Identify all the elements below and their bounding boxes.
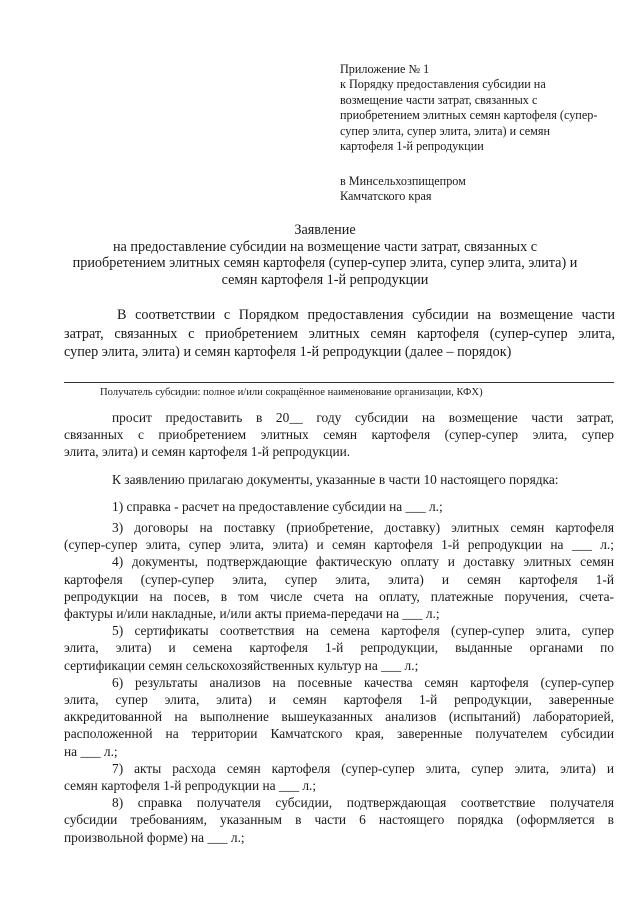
request-line: связанных с приобретением элитных семян картофеля (супер-супер элита, супер: [64, 427, 614, 443]
list-item-line: (супер-супер элита, супер элита, элита) и семян картофеля 1-й репродукции на ___ л.;: [64, 537, 614, 553]
attachments-intro-line: К заявлению прилагаю документы, указанные в части 10 настоящего порядка:: [112, 471, 559, 487]
attachments-intro: [64, 471, 614, 488]
request-line: просит предоставить в 20__ году субсидии на возмещение части затрат,: [112, 410, 614, 425]
list-item-line: расположенной на территории Камчатского края, заверенные получателем субсидии: [64, 726, 614, 742]
list-item-line: 8) справка получателя субсидии, подтверждающая соответствие получателя: [112, 795, 614, 811]
list-item-line: произвольной форме) на ___ л.;: [64, 829, 245, 845]
intro-line: В соответствии с Порядком предоставления субсидии на возмещение части: [117, 307, 615, 323]
application-body: [64, 409, 614, 846]
annex-line: картофеля 1-й репродукции: [340, 139, 484, 154]
list-item-line: картофеля (супер-супер элита, супер элита, элита) и семян картофеля 1-й: [64, 571, 614, 587]
annex-line: Приложение № 1: [340, 62, 430, 76]
list-item-line: 1) справка - расчет на предоставление субсидии на ___ л.;: [112, 498, 443, 514]
list-item-line: 4) документы, подтверждающие фактическую оплату и доставку элитных семян: [112, 554, 614, 570]
list-item-line: репродукции на посев, в том числе счета на оплату, платежные поручения, счета-: [64, 588, 614, 604]
list-item: [64, 498, 614, 515]
intro-line: затрат, связанных с приобретением элитных семян картофеля (супер-супер элита,: [64, 325, 615, 342]
title-line: на предоставление субсидии на возмещение части затрат, связанных с: [112, 238, 538, 255]
request-paragraph: [64, 409, 614, 461]
list-item: [64, 622, 614, 674]
list-item-line: фактуры и/или накладные, и/или акты приема-передачи на ___ л.;: [64, 606, 440, 622]
intro-paragraph: [64, 306, 615, 362]
list-item: [64, 553, 614, 622]
intro-line: супер элита, элита) и семян картофеля 1-й репродукции (далее – порядок): [64, 344, 512, 360]
annex-header: [340, 62, 620, 154]
list-item-line: 5) сертификаты соответствия на семена картофеля (супер-супер элита, супер: [112, 623, 614, 639]
annex-line: приобретением элитных семян картофеля (супер-: [340, 108, 598, 123]
annex-line: к Порядку предоставления субсидии на: [340, 77, 546, 92]
addressee: [340, 174, 466, 205]
title-line: семян картофеля 1-й репродукции: [221, 271, 429, 288]
list-item: [64, 794, 614, 846]
request-line: элита, элита) и семян картофеля 1-й репродукции.: [64, 444, 351, 460]
list-item-line: элита, элита) и семена картофеля 1-й репродукции, выданные органами по: [64, 640, 614, 656]
title-line: приобретением элитных семян картофеля (супер-супер элита, супер элита, элита) и: [72, 255, 578, 272]
list-item: [64, 760, 614, 794]
title-line: Заявление: [294, 222, 356, 238]
addressee-line: в Минсельхозпищепром: [340, 174, 466, 188]
list-item: [64, 519, 614, 553]
addressee-line: Камчатского края: [340, 189, 432, 204]
list-item-line: сертификации семян сельскохозяйственных культур на ___ л.;: [64, 657, 419, 673]
annex-line: возмещение части затрат, связанных с: [340, 92, 538, 107]
annex-line: супер элита, супер элита, элита) и семян: [340, 123, 550, 138]
list-item-line: 7) акты расхода семян картофеля (супер-супер элита, супер элита, элита) и: [112, 760, 614, 776]
list-item: [64, 674, 614, 760]
list-item-line: 6) результаты анализов на посевные качества семян картофеля (супер-супер: [112, 674, 614, 690]
list-item-line: семян картофеля 1-й репродукции на ___ л.;: [64, 778, 317, 794]
recipient-caption: Получатель субсидии: полное и/или сокращённое наименование организации, КФХ): [100, 387, 483, 398]
recipient-name-line[interactable]: [64, 382, 614, 383]
list-item-line: аккредитованной на выполнение вышеуказанных анализов (испытаний) лабораторией,: [64, 709, 614, 725]
list-item-line: 3) договоры на поставку (приобретение, доставку) элитных семян картофеля: [112, 520, 614, 536]
document-title: [40, 222, 610, 288]
list-item-line: на ___ л.;: [64, 743, 118, 759]
list-item-line: элита, супер элита, элита) и семян картофеля 1-й репродукции, заверенные: [64, 692, 614, 708]
list-item-line: субсидии требованиям, указанным в части 6 настоящего порядка (оформляется в: [64, 812, 614, 828]
